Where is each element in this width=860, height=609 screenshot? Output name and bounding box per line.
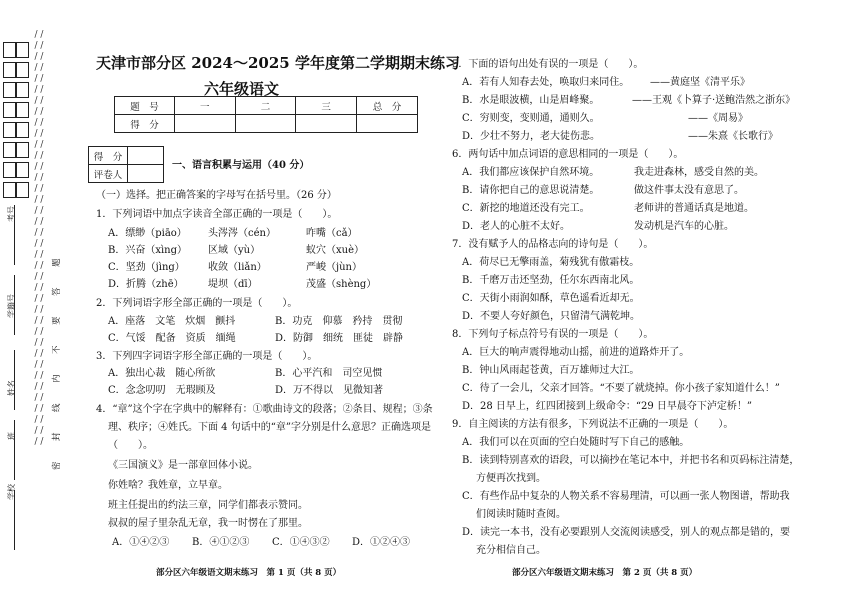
q1-option: 区域（yù） (208, 245, 261, 256)
grader-score-label: 得 分 (89, 147, 128, 165)
q1-option: C．坚劲（jìng） (108, 262, 185, 273)
q6-option: 老师讲的普通话真是地道。 (634, 203, 754, 214)
q6-option: 我走进森林，感受自然的美。 (634, 167, 764, 178)
fill-line-5 (14, 490, 15, 550)
q3-option: B．心平汽和 司空见惯 (275, 368, 383, 379)
q1-option: B．兴奋（xìng） (108, 245, 188, 256)
q7-option: B．千磨万击还坚劲，任尔东西南北风。 (462, 275, 640, 286)
section-subheading: （一）选择。把正确答案的字母写在括号里。（26 分） (96, 190, 337, 201)
q5-source: ——《周易》 (688, 113, 748, 124)
q4-option: A．①④②③ (112, 537, 170, 548)
score-cell[interactable] (174, 115, 235, 133)
score-table-header: 一 (174, 97, 235, 115)
q5-option: B．水是眼波横，山是眉峰聚。 (462, 95, 600, 106)
page-subtitle: 六年级语文 (204, 80, 280, 98)
q2-option: D．防御 细统 匪徒 辟静 (275, 333, 404, 344)
q3-option: A．独出心裁 随心所欲 (108, 368, 216, 379)
q7-option: D．不要人夸好颜色，只留清气满乾坤。 (462, 311, 641, 322)
q8-option: A．巨大的响声震得地动山摇，前进的道路炸开了。 (462, 347, 690, 358)
q3-stem: 3．下列四字词语字形全部正确的一项是（ ）。 (96, 351, 318, 362)
q4-stem: （ ）。 (108, 440, 153, 451)
q1-option: 收敛（liǎn） (208, 262, 267, 273)
q9-stem: 9．自主阅读的方法有很多，下列说法不正确的一项是（ ）。 (452, 419, 734, 430)
q5-stem: 5．下面的语句出处有误的一项是（ ）。 (452, 59, 644, 70)
q5-source: ——朱熹《长歌行》 (688, 131, 778, 142)
q5-source: ——黄庭坚《清平乐》 (650, 77, 750, 88)
q1-option: A．缥缈（piāo） (108, 228, 187, 239)
q8-option: D．28 日早上，红四团接到上级命令：“29 日早晨夺下泸定桥！” (462, 401, 753, 412)
grader-label: 评卷人 (89, 165, 128, 183)
q6-option: B．请你把自己的意思说清楚。 (462, 185, 600, 196)
score-table-header-row (115, 97, 418, 115)
page-title: 天津市部分区 2024～2025 学年度第二学期期末练习 (96, 54, 460, 72)
score-table (114, 96, 418, 133)
q1-option: 严峻（jùn） (306, 262, 362, 273)
fill-line-4 (14, 420, 15, 480)
q4-stem: 4．“章”这个字在字典中的解释有：①歌曲诗文的段落；②条目、规程；③条 (96, 404, 433, 415)
q7-stem: 7．没有赋予人的品格志向的诗句是（ ）。 (452, 239, 654, 250)
student-no-label: 学籍号 (7, 294, 16, 318)
q1-option: 咋嘴（cǎ） (306, 228, 358, 239)
q4-sentence: 《三国演义》是一部章回体小说。 (108, 460, 258, 471)
footer-left: 部分区六年级语文期末练习 第 1 页（共 8 页） (156, 568, 342, 578)
q4-sentence: 叔叔的屋子里杂乱无章，我一时愣在了那里。 (108, 518, 308, 529)
q5-option: C．穷则变，变则通，通则久。 (462, 113, 600, 124)
q6-stem: 6．两句话中加点词语的意思相同的一项是（ ）。 (452, 149, 684, 160)
q1-option: 茂盛（shèng） (306, 279, 377, 290)
q9-option: D．读完一本书，没有必要跟别人交流阅读感受，别人的观点都是错的，要 (462, 527, 791, 538)
score-table-header: 总 分 (357, 97, 418, 115)
q9-option: C．有些作品中复杂的人物关系不容易理清，可以画一张人物图谱，帮助我 (462, 491, 790, 502)
q6-option: 做这件事太没有意思了。 (634, 185, 744, 196)
grader-cell[interactable] (128, 165, 164, 183)
q9-option: A．我们可以在页面的空白处随时写下自己的感触。 (462, 437, 690, 448)
q6-option: A．我们都应该保护自然环境。 (462, 167, 600, 178)
q8-stem: 8．下列句子标点符号有误的一项是（ ）。 (452, 329, 654, 340)
q6-option: D．老人的心脏不太好。 (462, 221, 571, 232)
q4-stem: 理、秩序；④姓氏。下面 4 句话中的“章”字分别是什么意思？正确选项是 (108, 422, 431, 433)
q1-option: 头涔涔（cén） (208, 228, 276, 239)
q4-option: D．①②④③ (352, 537, 411, 548)
score-table-header: 二 (235, 97, 296, 115)
name-label: 姓名 (7, 380, 16, 396)
q4-option: B．④①②③ (192, 537, 250, 548)
q5-source: ——王观《卜算子·送鲍浩然之浙东》 (632, 95, 796, 106)
q5-option: D．少壮不努力，老大徒伤悲。 (462, 131, 601, 142)
school-label: 学校 (7, 484, 16, 500)
score-table-header: 题 号 (115, 97, 175, 115)
seal-line-text: 密 封 线 内 不 要 答 题 (52, 252, 62, 470)
score-cell[interactable] (235, 115, 296, 133)
seal-line: / / / / / / / / / / / / / / / / / / / / / / / / / / / / / / / / / / / / / / / / / / / / / / / / / / / / / / / / / / / / / / / / / / / / / / / / / / / / (34, 30, 44, 447)
score-cell[interactable] (296, 115, 357, 133)
q3-option: C．念念叨叨 无瑕顾及 (108, 385, 216, 396)
fill-line-1 (14, 205, 15, 265)
q6-option: C．新挖的地道还没有完工。 (462, 203, 590, 214)
q1-option: 堤坝（dī） (208, 279, 258, 290)
q9-option: B．读到特别喜欢的语段，可以摘抄在笔记本中，并把书名和页码标注清楚， (462, 455, 800, 466)
class-label: 班 (7, 432, 16, 440)
q8-option: C．待了一会儿，父亲才回答。“不要了就烧掉。你小孩子家知道什么！” (462, 383, 780, 394)
exam-no-label: 考号 (7, 206, 16, 222)
q7-option: C．天街小雨润如酥，草色遥看近却无。 (462, 293, 640, 304)
q2-option: B．功克 仰慕 矜持 贯彻 (275, 316, 403, 327)
footer-right: 部分区六年级语文期末练习 第 2 页（共 8 页） (512, 568, 698, 578)
q2-option: C．气馁 配备 资质 缅绳 (108, 333, 236, 344)
section-heading: 一、语言积累与运用（40 分） (172, 160, 310, 171)
q1-option: D．折腾（zhē） (108, 279, 184, 290)
q4-option: C．①④③② (272, 537, 330, 548)
fill-line-3 (14, 350, 15, 410)
q7-option: A．荷尽已无擎雨盖，菊残犹有傲霜枝。 (462, 257, 640, 268)
fill-line-2 (14, 275, 15, 335)
q3-option: D．万不得以 见微知著 (275, 385, 384, 396)
q9-option-cont: 充分相信自己。 (476, 545, 546, 556)
q9-option-cont: 方便再次找到。 (476, 473, 546, 484)
q9-option-cont: 们阅读时随时查阅。 (476, 509, 566, 520)
q2-stem: 2．下列词语字形全部正确的一项是（ ）。 (96, 298, 298, 309)
score-row-label: 得 分 (115, 115, 175, 133)
q4-sentence: 班主任提出的约法三章，同学们都表示赞同。 (108, 500, 308, 511)
grader-score-cell[interactable] (128, 147, 164, 165)
q4-sentence: 你姓啥？我姓章，立早章。 (108, 480, 228, 491)
score-table-row (115, 115, 418, 133)
q6-option: 发动机是汽车的心脏。 (634, 221, 734, 232)
score-table-header: 三 (296, 97, 357, 115)
q1-option: 蚁穴（xuè） (306, 245, 364, 256)
score-cell[interactable] (357, 115, 418, 133)
q2-option: A．座落 文笔 炊烟 颤抖 (108, 316, 236, 327)
q5-option: A．若有人知春去处，唤取归来同住。 (462, 77, 630, 88)
grader-box (88, 146, 164, 183)
q8-option: B．钟山风雨起苍黄，百万雄师过大江。 (462, 365, 640, 376)
q1-stem: 1．下列词语中加点字读音全部正确的一项是（ ）。 (96, 209, 338, 220)
